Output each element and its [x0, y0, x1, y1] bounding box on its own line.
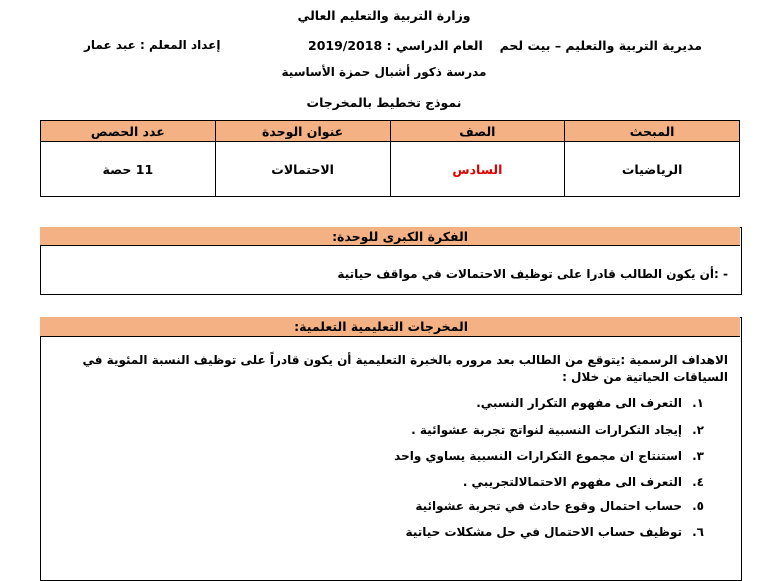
value-grade: السادس: [390, 142, 565, 197]
table-value-row: [41, 142, 740, 197]
list-item-number: ٥.: [692, 499, 704, 513]
value-unit-title: الاحتمالات: [215, 142, 390, 197]
list-item: [476, 396, 704, 410]
header-grade: الصف: [390, 121, 565, 142]
form-title: نموذج تخطيط بالمخرجات: [306, 95, 462, 110]
unit-info-table: [40, 120, 740, 197]
list-item: [463, 475, 704, 489]
list-item-number: ٣.: [692, 449, 704, 463]
header-unit-title: عنوان الوحدة: [215, 121, 390, 142]
outcomes-intro: الاهداف الرسمية :يتوقع من الطالب بعد مروره بالخبرة التعليمية أن يكون قادراً على توظيف النسبة المئوية في السياقات الحياتية من خلال :: [82, 353, 728, 384]
list-item-number: ٦.: [692, 525, 704, 539]
list-item-text: استنتاج ان مجموع التكرارات النسبية يساوي واحد: [394, 449, 682, 463]
big-idea-title: الفكرة الكبرى للوحدة:: [332, 229, 468, 244]
value-lesson-count: 11 حصة: [41, 142, 216, 197]
table-header-row: [41, 121, 740, 142]
big-idea-text: - :أن يكون الطالب قادرا على توظيف الاحتمالات في مواقف حياتية: [337, 267, 728, 281]
ministry-title: وزارة التربية والتعليم العالي: [297, 8, 471, 23]
list-item-number: ٤.: [692, 475, 704, 489]
list-item: [415, 499, 704, 513]
list-item-text: توظيف حساب الاحتمال في حل مشكلات حياتية: [405, 525, 682, 539]
list-item: [411, 423, 704, 437]
header-subject: المبحث: [565, 121, 740, 142]
year-value: 2019/2018: [308, 38, 383, 53]
list-item-text: حساب احتمال وقوع حادث في تجربة عشوائية: [415, 499, 682, 513]
list-item-number: ١.: [692, 396, 704, 410]
outcomes-title: المخرجات التعليمية التعلمية:: [294, 319, 468, 334]
year-label: العام الدراسي :: [386, 38, 483, 53]
list-item: [394, 449, 704, 463]
list-item-text: التعرف الى مفهوم الاحتمالالتجريبي .: [462, 475, 682, 489]
value-subject: الرياضيات: [565, 142, 740, 197]
school-name: مدرسة ذكور أشبال حمزة الأساسية: [281, 65, 487, 79]
academic-year: [308, 38, 483, 53]
list-item-text: التعرف الى مفهوم التكرار النسبي.: [476, 396, 682, 410]
list-item-number: ٢.: [692, 423, 704, 437]
list-item: [406, 525, 704, 539]
header-lesson-count: عدد الحصص: [41, 121, 216, 142]
list-item-text: إيجاد التكرارات النسبية لنواتج تجربة عشوائية .: [411, 423, 682, 437]
teacher-label: إعداد المعلم : عبد عمار: [84, 38, 221, 52]
directorate-label: مديرية التربية والتعليم – بيت لحم: [499, 38, 702, 53]
